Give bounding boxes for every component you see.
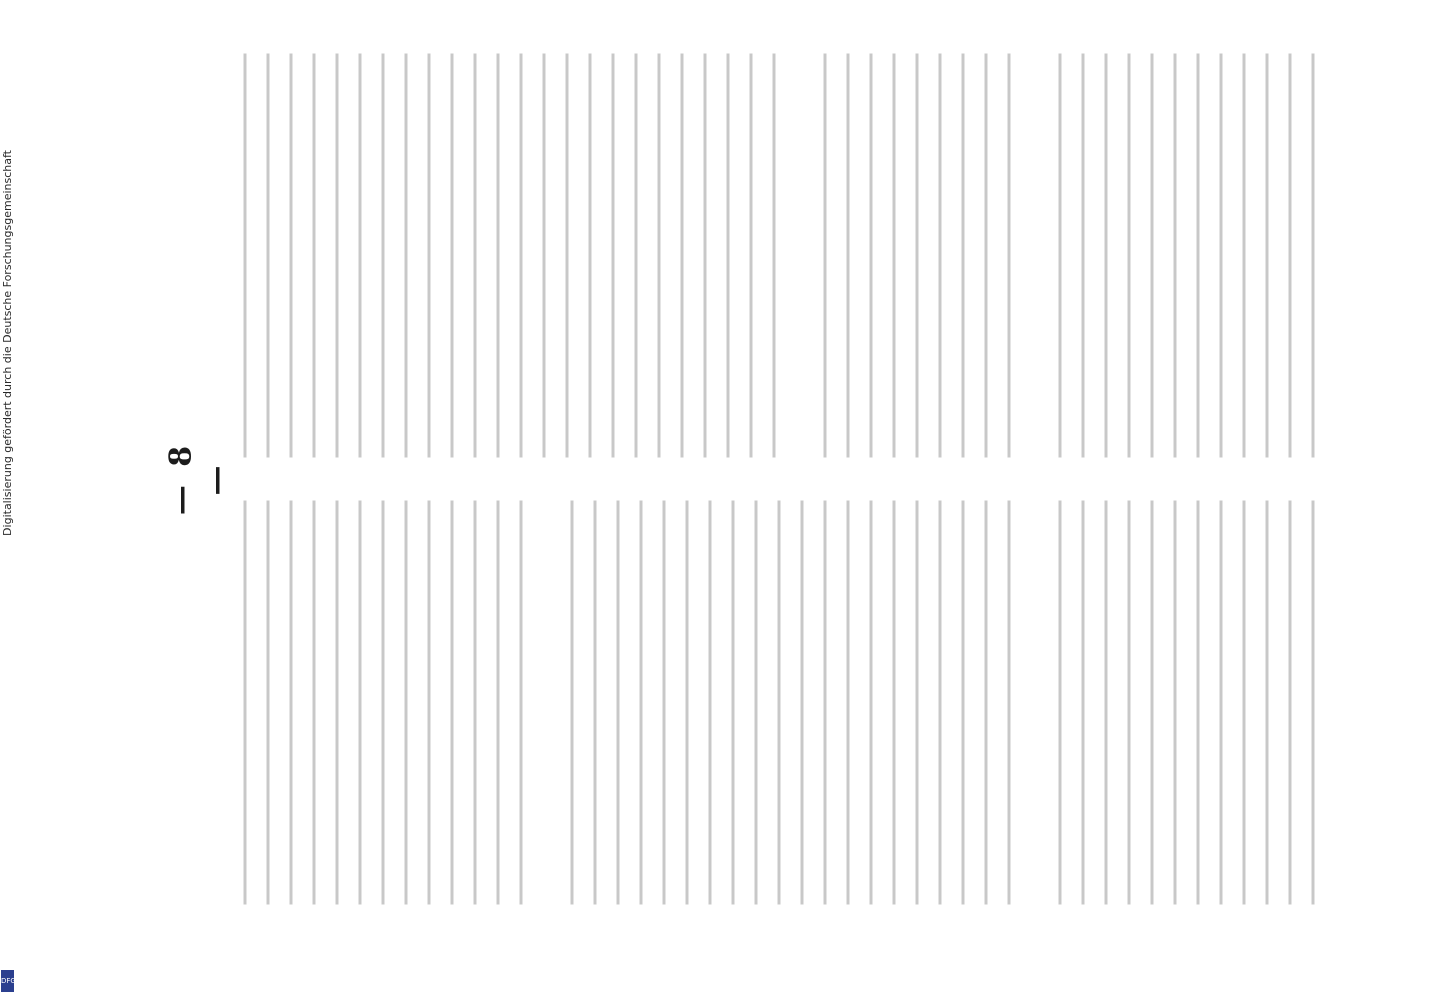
paragraph-block [1049, 54, 1334, 458]
text-line [722, 501, 745, 905]
text-line [510, 501, 533, 905]
text-line [694, 54, 717, 458]
text-line [579, 54, 602, 458]
text-line [952, 501, 975, 905]
text-line [653, 501, 676, 905]
text-line [303, 501, 326, 905]
text-line [1302, 501, 1325, 905]
text-line [372, 501, 395, 905]
text-line [602, 54, 625, 458]
text-line [625, 54, 648, 458]
text-line [441, 501, 464, 905]
text-line [441, 54, 464, 458]
text-line [464, 54, 487, 458]
text-line [1141, 501, 1164, 905]
text-line [975, 501, 998, 905]
text-line [326, 54, 349, 458]
text-line [1256, 501, 1279, 905]
text-column-right [234, 54, 1334, 458]
text-line [257, 501, 280, 905]
text-line [998, 501, 1021, 905]
paragraph-block [1049, 501, 1334, 905]
text-line [837, 54, 860, 458]
text-line [699, 501, 722, 905]
text-line [883, 501, 906, 905]
paragraph-block [814, 54, 1021, 458]
paragraph-block [561, 501, 1021, 905]
text-line [860, 54, 883, 458]
text-line [1187, 501, 1210, 905]
text-line [234, 54, 257, 458]
text-line [464, 501, 487, 905]
text-line [418, 501, 441, 905]
text-line [1279, 54, 1302, 458]
text-line [883, 54, 906, 458]
text-line [418, 54, 441, 458]
text-line [998, 54, 1021, 458]
text-line [1325, 501, 1334, 905]
text-line [630, 501, 653, 905]
text-line [1095, 501, 1118, 905]
text-line [1187, 54, 1210, 458]
text-line [326, 501, 349, 905]
text-line [929, 54, 952, 458]
text-line [1049, 54, 1072, 458]
text-line [814, 54, 837, 458]
text-line [1233, 501, 1256, 905]
text-line [906, 54, 929, 458]
text-line [740, 54, 763, 458]
text-line [1256, 54, 1279, 458]
text-line [1072, 501, 1095, 905]
text-line [1141, 54, 1164, 458]
paragraph-block [234, 501, 533, 905]
text-line [395, 501, 418, 905]
text-line [349, 501, 372, 905]
text-column-left [234, 501, 1334, 905]
text-line [837, 501, 860, 905]
text-line [860, 501, 883, 905]
text-line [791, 501, 814, 905]
text-line [676, 501, 699, 905]
text-line [234, 501, 257, 905]
text-line [556, 54, 579, 458]
text-line [1164, 501, 1187, 905]
text-line [395, 54, 418, 458]
text-line [1325, 54, 1334, 458]
text-line [906, 501, 929, 905]
text-line [1302, 54, 1325, 458]
text-line [303, 54, 326, 458]
text-line [1095, 54, 1118, 458]
text-line [952, 54, 975, 458]
text-line [763, 54, 786, 458]
text-line [487, 54, 510, 458]
text-line [1118, 501, 1141, 905]
text-line [1279, 501, 1302, 905]
text-line [280, 54, 303, 458]
text-line [717, 54, 740, 458]
page-number: — 8 — [163, 441, 234, 516]
digitization-credit: Digitalisierung gefördert durch die Deutsche Forschungsgemeinschaft [1, 150, 14, 536]
text-line [584, 501, 607, 905]
text-line [607, 501, 630, 905]
text-line [257, 54, 280, 458]
text-line [768, 501, 791, 905]
text-line [648, 54, 671, 458]
text-line [814, 501, 837, 905]
page-content [142, 48, 1384, 911]
scanned-page [142, 47, 1384, 910]
text-line [487, 501, 510, 905]
text-line [533, 54, 556, 458]
text-line [1210, 54, 1233, 458]
text-line [929, 501, 952, 905]
text-line [745, 501, 768, 905]
text-line [671, 54, 694, 458]
text-line [349, 54, 372, 458]
text-line [1210, 501, 1233, 905]
dfg-logo: DFG [1, 970, 14, 992]
text-line [1164, 54, 1187, 458]
paragraph-block [234, 54, 786, 458]
text-line [1049, 501, 1072, 905]
text-line [280, 501, 303, 905]
text-line [1072, 54, 1095, 458]
credit-strip [0, 0, 16, 1000]
text-line [372, 54, 395, 458]
text-line [510, 54, 533, 458]
text-line [1233, 54, 1256, 458]
text-line [561, 501, 584, 905]
text-line [975, 54, 998, 458]
text-line [1118, 54, 1141, 458]
